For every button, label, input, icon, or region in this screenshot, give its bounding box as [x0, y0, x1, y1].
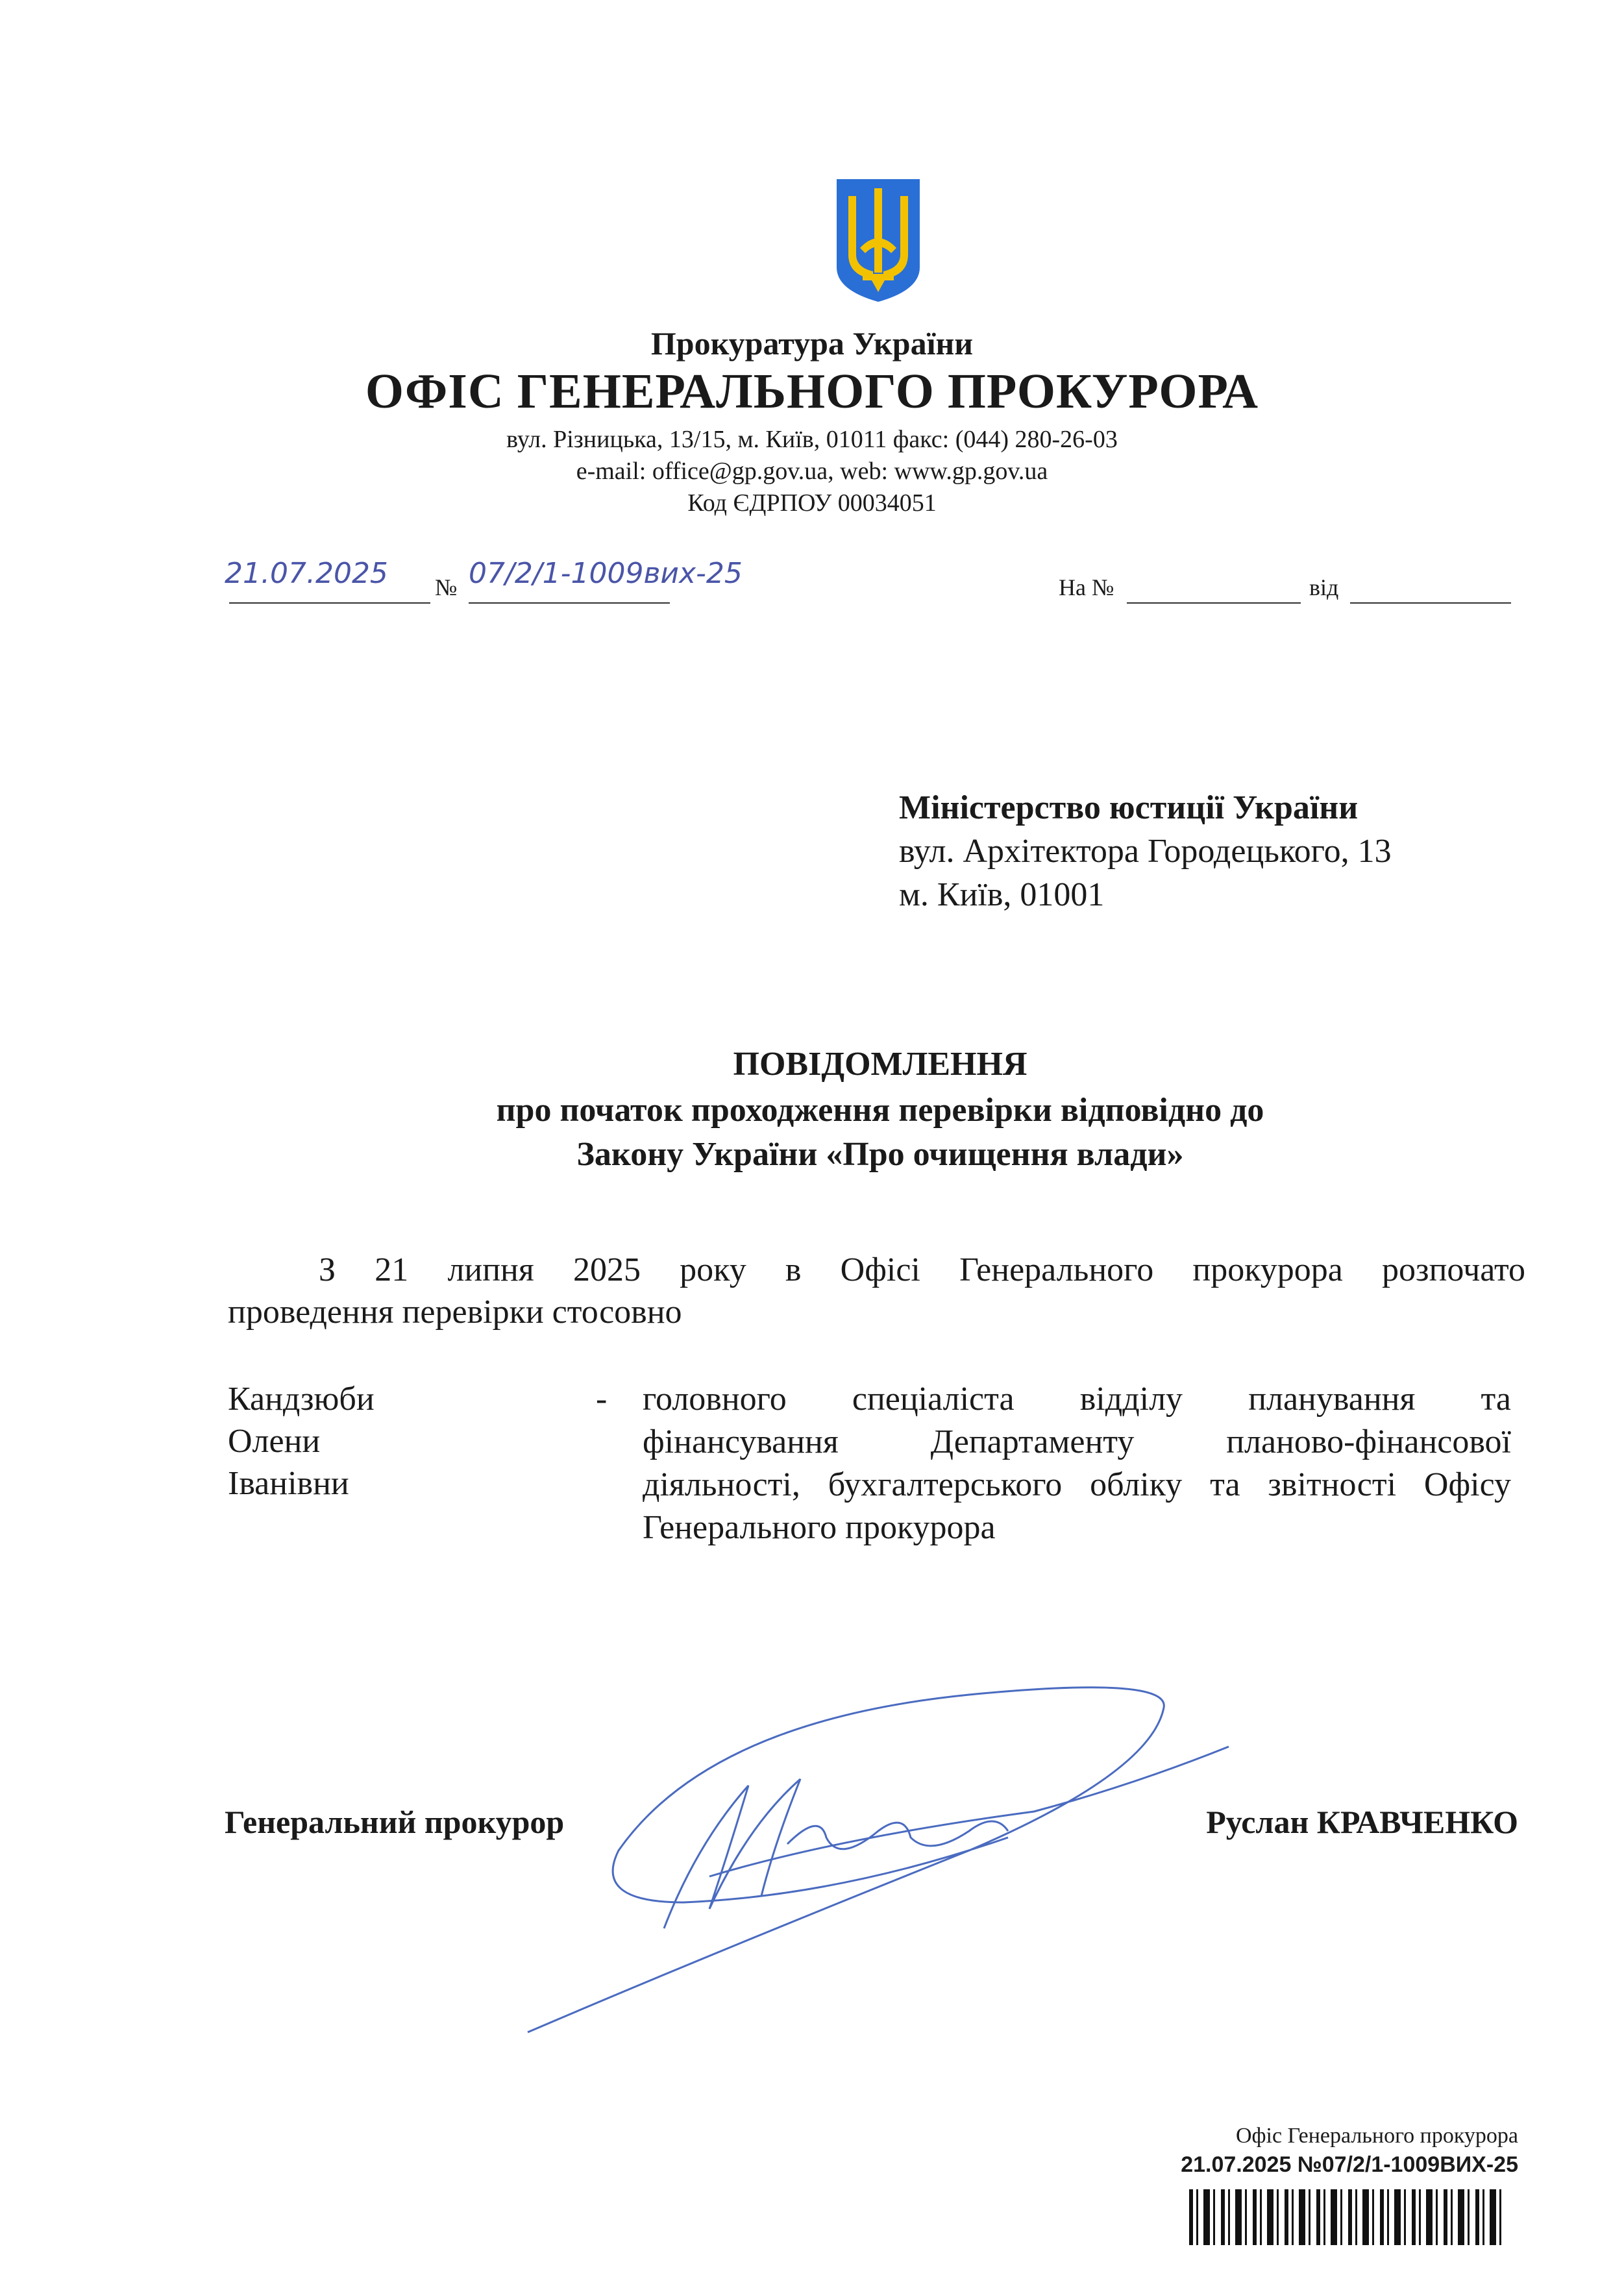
- reply-date-field: [1350, 602, 1511, 604]
- ukraine-trident-emblem: [834, 177, 922, 304]
- barcode: [1189, 2189, 1505, 2245]
- stamp-org: Офіс Генерального прокурора: [1235, 2124, 1518, 2148]
- person-patronymic: Іванівни: [228, 1465, 349, 1502]
- outgoing-number: 07/2/1-1009вих-25: [469, 557, 743, 590]
- notice-title: ПОВІДОМЛЕННЯ: [733, 1046, 1027, 1083]
- org-contacts: e-mail: office@gp.gov.ua, web: www.gp.gov.ua: [576, 458, 1048, 485]
- number-sign: №: [435, 574, 458, 600]
- recipient-street: вул. Архітектора Городецького, 13: [899, 833, 1392, 870]
- dash: -: [596, 1381, 608, 1418]
- notice-subtitle-1: про початок проходження перевірки відповідно до: [496, 1092, 1264, 1129]
- position-line-1: головного спеціаліста відділу планування та: [643, 1381, 1511, 1418]
- position-line-4: Генерального прокурора: [643, 1509, 996, 1546]
- stamp-reg-number: 21.07.2025 №07/2/1-1009ВИХ-25: [1181, 2152, 1518, 2177]
- outgoing-date: 21.07.2025: [225, 557, 388, 590]
- reply-to-label: На №: [1059, 574, 1114, 600]
- org-parent: Прокуратура України: [650, 325, 974, 362]
- recipient-name: Міністерство юстиції України: [899, 789, 1359, 826]
- org-name: ОФІС ГЕНЕРАЛЬНОГО ПРОКУРОРА: [365, 364, 1259, 419]
- handwritten-signature: [515, 1682, 1233, 2037]
- recipient-city: м. Київ, 01001: [899, 876, 1105, 913]
- paragraph-line-2: проведення перевірки стосовно: [228, 1294, 682, 1331]
- from-label: від: [1309, 574, 1339, 600]
- position-line-2: фінансування Департаменту планово-фінансової: [643, 1423, 1511, 1460]
- org-edrpou: Код ЄДРПОУ 00034051: [687, 489, 937, 517]
- person-surname: Кандзюби: [228, 1381, 375, 1418]
- notice-subtitle-2: Закону України «Про очищення влади»: [576, 1136, 1184, 1173]
- signatory-position: Генеральний прокурор: [225, 1804, 565, 1840]
- date-underline: [229, 602, 430, 604]
- org-address: вул. Різницька, 13/15, м. Київ, 01011 факс: (044) 280-26-03: [506, 426, 1118, 453]
- reply-number-field: [1127, 602, 1301, 604]
- position-line-3: діяльності, бухгалтерського обліку та звітності Офісу: [643, 1466, 1511, 1503]
- number-underline: [469, 602, 670, 604]
- person-name: Олени: [228, 1423, 321, 1460]
- signatory-name: Руслан КРАВЧЕНКО: [1206, 1804, 1518, 1840]
- paragraph-line-1: З 21 липня 2025 року в Офісі Генерального прокурора розпочато: [319, 1251, 1525, 1288]
